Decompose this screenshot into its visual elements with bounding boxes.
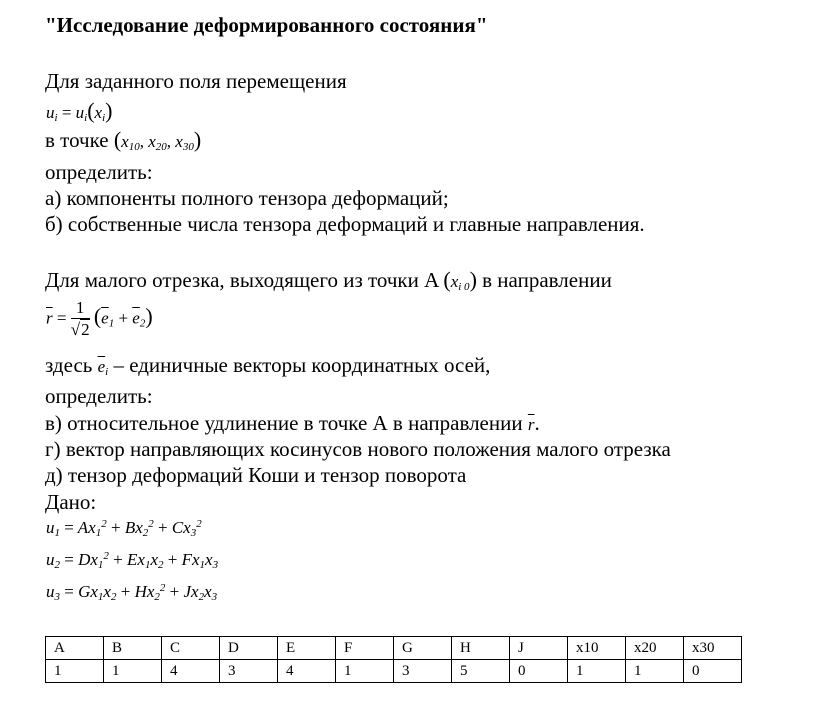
- table-value-cell: 1: [336, 660, 394, 683]
- table-value-cell: 1: [626, 660, 684, 683]
- table-header-cell: C: [162, 637, 220, 660]
- formula-u2: $u_2 = Dx_1^2 + Ex_1x_2 + Fx_1x_3$: [46, 550, 219, 571]
- direction-formula: $\overline{r}$ = $\frac{1}{√2}$ $(\overline{e}_1 + \overline{e}_2)$: [46, 298, 153, 339]
- fraction-numerator: 1: [75, 298, 85, 317]
- table-header-cell: D: [220, 637, 278, 660]
- table-header-cell: x20: [626, 637, 684, 660]
- determine-label-2: определить:: [45, 384, 153, 408]
- point-coords-formula: ($x_{10}$, $x_{20}$, $x_{30}$): [113, 127, 202, 153]
- unit-vector-symbol: $\overline{e}_i$: [97, 357, 109, 378]
- table-header-cell: G: [394, 637, 452, 660]
- formula-u3: $u_3 = Gx_1x_2 + Hx_2^2 + Jx_2x_3$: [46, 582, 218, 603]
- here-label: здесь: [45, 353, 93, 377]
- table-value-cell: 4: [278, 660, 336, 683]
- field-intro: Для заданного поля перемещения: [45, 69, 347, 93]
- table-header-cell: J: [510, 637, 568, 660]
- table-header-cell: B: [104, 637, 162, 660]
- determine-label-1: определить:: [45, 160, 153, 184]
- table-value-cell: 5: [452, 660, 510, 683]
- sqrt-value: 2: [81, 320, 90, 339]
- fraction: [71, 298, 90, 341]
- table-value-row: [46, 660, 742, 683]
- displacement-formula: $u_i = u_i(x_i)$: [46, 98, 113, 124]
- table-header-cell: x10: [568, 637, 626, 660]
- item-a: а) компоненты полного тензора деформаций;: [45, 186, 449, 210]
- table-value-cell: 1: [568, 660, 626, 683]
- table-header-cell: F: [336, 637, 394, 660]
- table-value-cell: 0: [510, 660, 568, 683]
- point-label: в точке: [45, 128, 109, 152]
- table-value-cell: 3: [220, 660, 278, 683]
- item-g: г) вектор направляющих косинусов нового положения малого отрезка: [45, 437, 671, 461]
- here-text: – единичные векторы координатных осей,: [113, 353, 491, 377]
- fraction-denominator: √2: [70, 320, 90, 339]
- item-d: д) тензор деформаций Коши и тензор поворота: [45, 463, 467, 487]
- table-value-cell: 4: [162, 660, 220, 683]
- item-v-text: в) относительное удлинение в точке А в направлении: [45, 411, 523, 435]
- given-values-table: [45, 636, 742, 683]
- point-line: [45, 127, 201, 153]
- page-title: "Исследование деформированного состояния": [45, 13, 488, 37]
- segment-intro: [45, 267, 612, 293]
- table-header-cell: H: [452, 637, 510, 660]
- table-value-cell: 1: [104, 660, 162, 683]
- segment-intro-before: Для малого отрезка, выходящего из точки A: [45, 268, 439, 292]
- table-value-cell: 1: [46, 660, 104, 683]
- point-a-formula: $(x_{i 0})$: [443, 267, 477, 293]
- table-value-cell: 0: [684, 660, 742, 683]
- unit-vectors-line: [45, 353, 490, 378]
- table-header-cell: x30: [684, 637, 742, 660]
- direction-symbol: $\overline{r}$: [527, 415, 535, 434]
- item-v: в) относительное удлинение в точке А в направлении $\overline{r}$.: [45, 411, 540, 435]
- formula-u1: $u_1 = Ax_1^2 + Bx_2^2 + Cx_3^2$: [46, 518, 202, 539]
- item-b: б) собственные числа тензора деформаций и главные направления.: [45, 212, 645, 236]
- table-value-cell: 3: [394, 660, 452, 683]
- table-header-cell: E: [278, 637, 336, 660]
- segment-intro-after: в направлении: [482, 268, 612, 292]
- given-label: Дано:: [45, 490, 97, 514]
- table-header-row: [46, 637, 742, 660]
- table-header-cell: A: [46, 637, 104, 660]
